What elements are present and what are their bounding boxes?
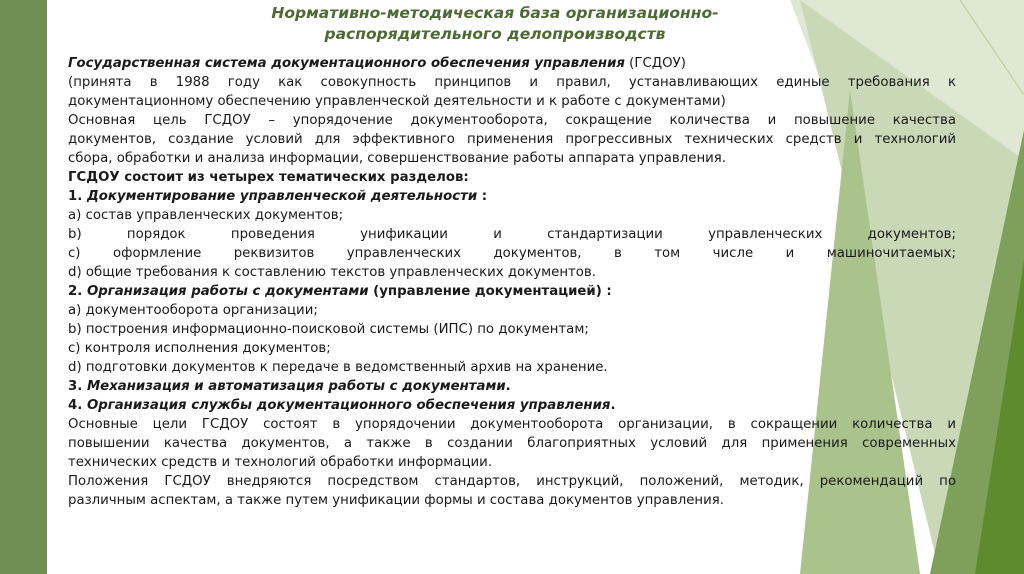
section-1-heading — [68, 187, 956, 206]
section-2-item-b: b) построения информационно-поисковой системы (ИПС) по документам; — [68, 322, 589, 337]
aims-line-3: технических средств и технологий обработки информации. — [68, 455, 493, 470]
section-3-title: Механизация и автоматизация работы с документами — [86, 379, 506, 394]
goal-line-3: сбора, обработки и анализа информации, совершенствование работы аппарата управления. — [68, 151, 727, 166]
goal-line-1: Основная цель ГСДОУ – упорядочение документооборота, сокращение количества и повышение качества — [68, 113, 956, 128]
section-2-item-c: c) контроля исполнения документов; — [68, 341, 331, 356]
intro-line-2: документационному обеспечению управленческой деятельности и к работе с документами) — [68, 94, 726, 109]
section-4-number: 4. — [68, 398, 87, 413]
section-1-item-b: b) порядок проведения унификации и стандартизации управленческих документов; — [68, 227, 956, 242]
gsdou-abbr: (ГСДОУ) — [624, 56, 686, 71]
section-4-title: Организация службы документационного обеспечения управления — [86, 398, 611, 413]
slide-body — [68, 54, 956, 510]
goal-line-2: документов, создание условий для эффективного применения прогрессивных технических средств и технологий — [68, 132, 956, 147]
section-1-colon: : — [477, 189, 488, 204]
section-2-title: Организация работы с документами — [86, 284, 369, 299]
section-2-rest: (управление документацией) : — [368, 284, 612, 299]
intro-line-1: (принята в 1988 году как совокупность принципов и правил, устанавливающих единые требования к — [68, 75, 956, 90]
title-line-2: распорядительного делопроизводств — [324, 25, 666, 43]
section-2-item-d: d) подготовки документов к передаче в ведомственный архив на хранение. — [68, 360, 608, 375]
section-1-item-c: c) оформление реквизитов управленческих документов, в том числе и машиночитаемых; — [68, 246, 956, 261]
implementation-line-2: различным аспектам, а также путем унификации формы и состава документов управления. — [68, 493, 724, 508]
section-4-end: . — [610, 398, 616, 413]
section-3-end: . — [505, 379, 511, 394]
section-3-number: 3. — [68, 379, 87, 394]
section-1-title: Документирование управленческой деятельности — [86, 189, 478, 204]
title-line-1: Нормативно-методическая база организационно- — [271, 4, 719, 22]
slide-title — [150, 3, 840, 45]
implementation-line-1: Положения ГСДОУ внедряются посредством стандартов, инструкций, положений, методик, рекомендаций по — [68, 474, 956, 489]
aims-line-1: Основные цели ГСДОУ состоят в упорядочении документооборота организации, в сокращении количества и — [68, 417, 956, 432]
section-1-item-d: d) общие требования к составлению текстов управленческих документов. — [68, 265, 596, 280]
section-3-heading — [68, 377, 956, 396]
gsdou-heading-line — [68, 54, 956, 73]
section-2-heading — [68, 282, 956, 301]
section-1-number: 1. — [68, 189, 87, 204]
section-1-item-a: а) состав управленческих документов; — [68, 208, 344, 223]
section-2-number: 2. — [68, 284, 87, 299]
sections-intro: ГСДОУ состоит из четырех тематических разделов: — [68, 170, 469, 185]
section-4-heading — [68, 396, 956, 415]
section-2-item-a: а) документооборота организации; — [68, 303, 318, 318]
aims-line-2: повышении качества документов, а также в создании благоприятных условий для применения современных — [68, 436, 956, 451]
gsdou-heading: Государственная система документационного обеспечения управления — [68, 56, 625, 71]
